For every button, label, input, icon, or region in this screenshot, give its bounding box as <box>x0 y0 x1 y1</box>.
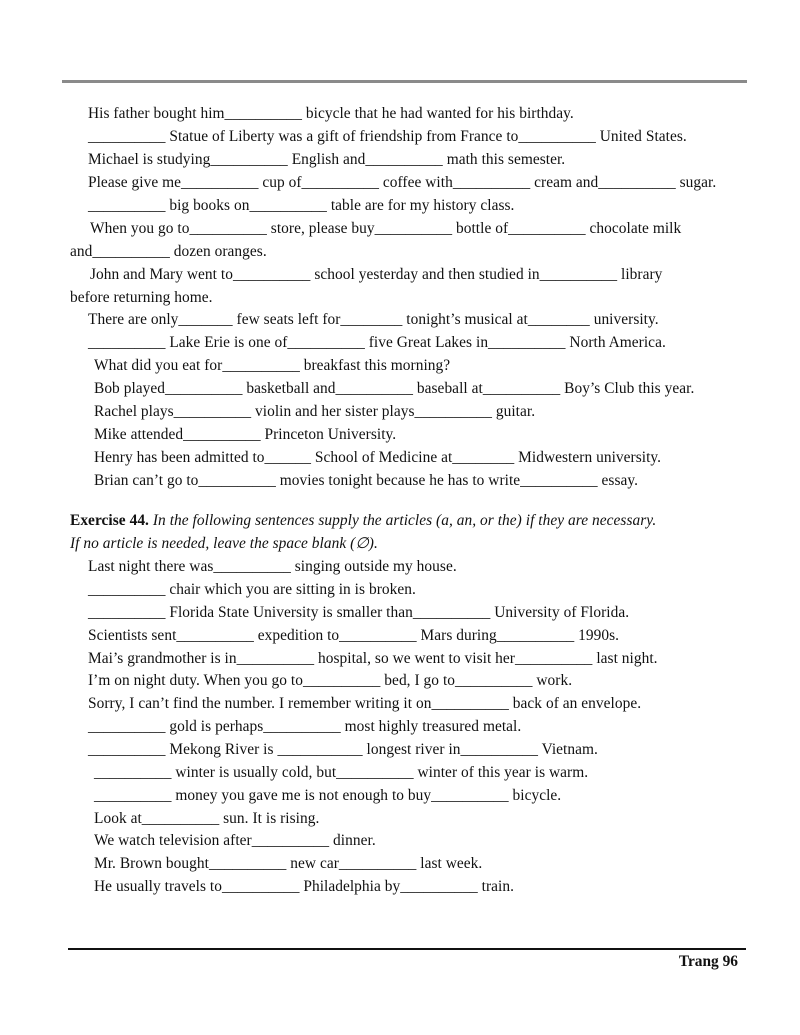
exercise-43-line: When you go to__________ store, please buy__________ bottle of__________ chocolate milk <box>90 220 682 237</box>
exercise-44-instruction: In the following sentences supply the articles (a, an, or the) if they are necessary. <box>152 512 657 529</box>
exercise-44-line: __________ chair which you are sitting in is broken. <box>88 581 416 598</box>
exercise-43-line: There are only_______ few seats left for________ tonight’s musical at________ university. <box>88 311 659 328</box>
footer-rule <box>68 948 746 950</box>
exercise-44-line: We watch television after__________ dinner. <box>94 832 376 849</box>
exercise-44-line: __________ money you gave me is not enough to buy__________ bicycle. <box>94 787 562 804</box>
exercise-43-line: Mike attended__________ Princeton University. <box>94 426 397 443</box>
exercise-43-line: Bob played__________ basketball and__________ baseball at__________ Boy’s Club this year. <box>94 380 695 397</box>
exercise-43-line: John and Mary went to__________ school yesterday and then studied in__________ library <box>90 266 663 283</box>
exercise-43-line: and__________ dozen oranges. <box>70 243 267 260</box>
exercise-43-line: Henry has been admitted to______ School of Medicine at________ Midwestern university. <box>94 449 662 466</box>
exercise-44-line: Look at__________ sun. It is rising. <box>94 810 320 827</box>
exercise-44-line: Sorry, I can’t find the number. I remember writing it on__________ back of an envelope. <box>88 695 642 712</box>
header-rule <box>62 80 747 83</box>
page-number: Trang 96 <box>678 953 738 970</box>
exercise-43-line: Please give me__________ cup of__________ coffee with__________ cream and__________ sugar. <box>88 174 717 191</box>
exercise-43-line: before returning home. <box>70 289 213 306</box>
exercise-43-line: Brian can’t go to__________ movies tonight because he has to write__________ essay. <box>94 472 639 489</box>
exercise-43-line: __________ big books on__________ table are for my history class. <box>88 197 515 214</box>
exercise-44-line: Scientists sent__________ expedition to__________ Mars during__________ 1990s. <box>88 627 620 644</box>
exercise-44-line: Mai’s grandmother is in__________ hospital, so we went to visit her__________ last night. <box>88 650 658 667</box>
exercise-43-line: What did you eat for__________ breakfast this morning? <box>94 357 451 374</box>
exercise-44-line: __________ winter is usually cold, but__________ winter of this year is warm. <box>94 764 589 781</box>
exercise-43-line: Michael is studying__________ English and__________ math this semester. <box>88 151 566 168</box>
exercise-43-line: His father bought him__________ bicycle that he had wanted for his birthday. <box>88 105 574 122</box>
exercise-44-line: __________ Florida State University is smaller than__________ University of Florida. <box>88 604 630 621</box>
exercise-44-line: He usually travels to__________ Philadelphia by__________ train. <box>94 878 514 895</box>
exercise-44-line: I’m on night duty. When you go to__________ bed, I go to__________ work. <box>88 672 573 689</box>
exercise-44-line: Mr. Brown bought__________ new car__________ last week. <box>94 855 483 872</box>
exercise-44-line: Last night there was__________ singing outside my house. <box>88 558 457 575</box>
exercise-44-line: __________ gold is perhaps__________ most highly treasured metal. <box>88 718 522 735</box>
exercise-44-title: Exercise 44. <box>70 512 149 529</box>
exercise-43-line: __________ Lake Erie is one of__________ five Great Lakes in__________ North America. <box>88 334 666 351</box>
exercise-44-instruction: If no article is needed, leave the space blank (∅). <box>70 535 378 552</box>
exercise-43-line: Rachel plays__________ violin and her sister plays__________ guitar. <box>94 403 536 420</box>
exercise-43-line: __________ Statue of Liberty was a gift of friendship from France to__________ United States. <box>88 128 687 145</box>
exercise-44-line: __________ Mekong River is ___________ longest river in__________ Vietnam. <box>88 741 598 758</box>
